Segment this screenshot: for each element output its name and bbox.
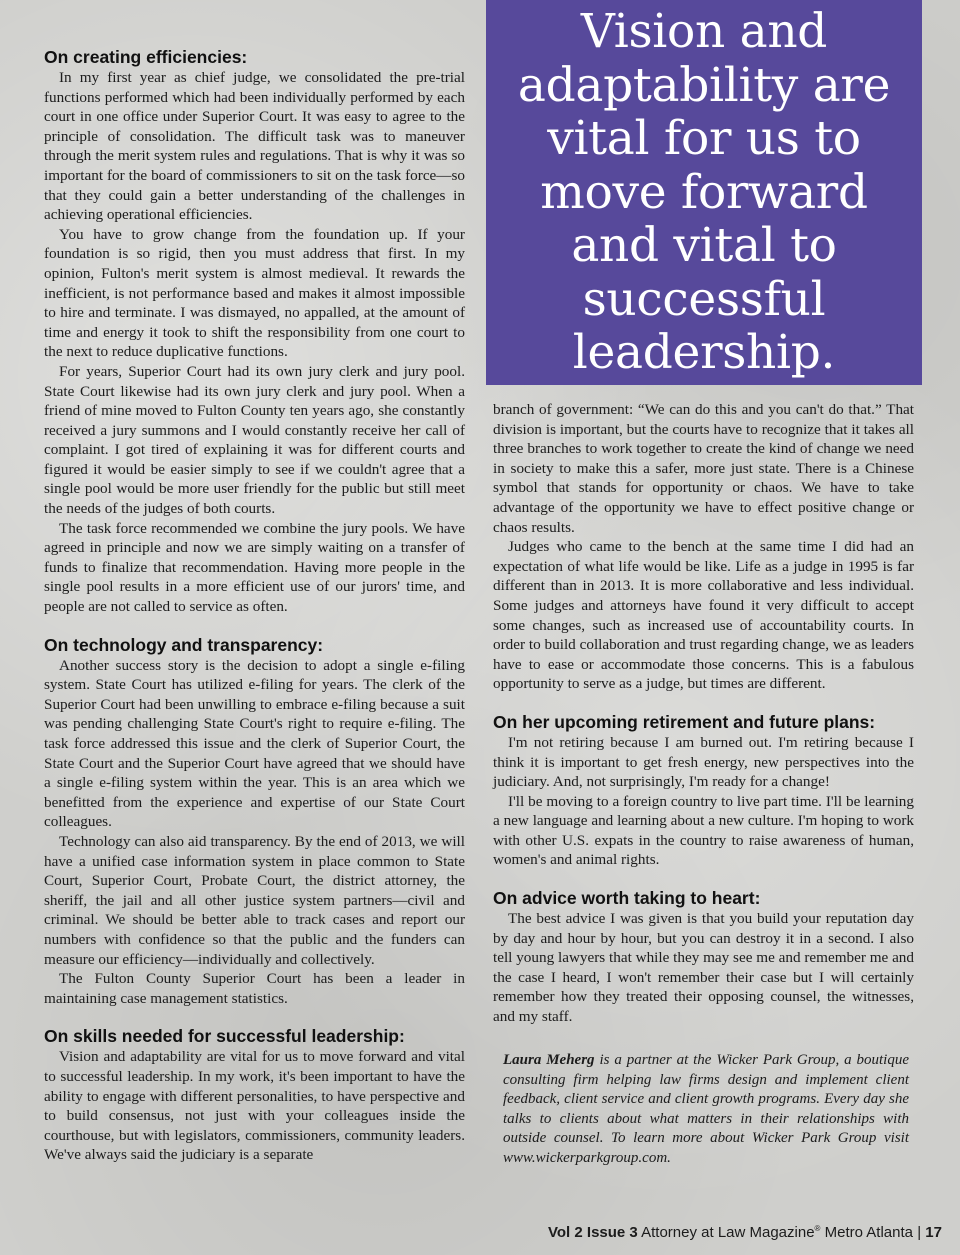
paragraph: The task force recommended we combine the jury pools. We have agreed in principle and now we are simply waiting on a transfer of funds to finalize that recommendation. Having more people in the single pool results in a more efficient use of our jurors' time, and people are not called to service as often. — [44, 519, 465, 616]
magazine-name: Attorney at Law Magazine — [641, 1224, 815, 1241]
section-heading-advice: On advice worth taking to heart: — [493, 888, 761, 909]
paragraph: In my first year as chief judge, we consolidated the pre-trial functions performed which had been individually performed by each court in one office under Superior Court. It was easy to agree to the principle of consolidation. The difficult task was to maneuver through the merit system rules and regulations. That is why it was so important for the board of commissioners to sit on the task force—so that they could gain a better understanding of the challenges in achieving operational efficiencies. — [44, 69, 465, 224]
pull-quote-box — [486, 0, 922, 385]
footer-separator: | — [917, 1224, 922, 1241]
section-heading-technology: On technology and transparency: — [44, 634, 324, 655]
paragraph: I'll be moving to a foreign country to live part time. I'll be learning a new language and learning about a new culture. I'm hoping to work with other U.S. expats in the country to raise awareness of human, women's and animal rights. — [493, 792, 914, 869]
paragraph: Another success story is the decision to adopt a single e-filing system. State Court has utilized e-filing for years. The clerk of the Superior Court had been unwilling to embrace e-filing because a suit was pending challenging State Court's right to require e-filing. The task force addressed this issue and the clerk of Superior Court, the State Court and the Superior Court have agreed that we should have a single e-filing system within the year. This is an area which we benefitted from the experience and expertise of our State Court colleagues. — [44, 656, 465, 831]
registered-mark: ® — [814, 1224, 821, 1233]
page-footer — [548, 1219, 942, 1243]
page-number: 17 — [925, 1224, 942, 1241]
issue-label: Vol 2 Issue 3 — [548, 1224, 638, 1241]
right-column — [493, 400, 914, 1027]
section-heading-leadership: On skills needed for successful leadership: — [44, 1026, 405, 1047]
paragraph: Vision and adaptability are vital for us to move forward and vital to successful leadership. In my work, it's been important to have the ability to engage with different personalities, to have perspective and to build consensus, not just with your colleagues inside the courthouse, but with legislators, commissioners, community leaders. We've always said the judiciary is a separate — [44, 1048, 465, 1164]
paragraph: branch of government: “We can do this and you can't do that.” That division is important, but the courts have to recognize that it takes all three branches to work together to create the kind of change we need in society to make this a safer, more just state. There is a Chinese symbol that stands for opportunity or chaos. We have to take advantage of the opportunity we have to effect positive change or chaos results. — [493, 401, 914, 536]
author-bio — [503, 1051, 909, 1169]
left-column — [44, 46, 465, 1165]
paragraph: Judges who came to the bench at the same time I did had an expectation of what life would be like. Life as a judge in 1995 is far different than in 2013. It is more collaborative and less individual. Some judges and attorneys have found it very difficult to accept some changes, such as increased use of accountability courts. In order to build collaboration and trust regarding change, we as leaders have to ease or accommodate those concerns. This is a fabulous opportunity to serve as a judge, but times are different. — [493, 538, 914, 693]
section-heading-retirement: On her upcoming retirement and future plans: — [493, 711, 876, 732]
paragraph: I'm not retiring because I am burned out. I'm retiring because I think it is important to get fresh energy, new perspectives into the judiciary. And, not surprisingly, I'm ready for a change! — [493, 733, 914, 791]
author-name: Laura Meherg — [503, 1052, 595, 1068]
pull-quote: Vision and adaptability are vital for us to move forward and vital to successful leadership. — [517, 4, 891, 381]
author-bio-text: is a partner at the Wicker Park Group, a boutique consulting firm helping law firms design and implement client feedback, client service and client growth programs. Every day she talks to clients about what matters in their relationships with outside counsel. To learn more about Wicker Park Group visit www.wickerparkgroup.com. — [503, 1052, 909, 1166]
paragraph: Technology can also aid transparency. By the end of 2013, we will have a unified case information system in place common to State Court, Superior Court, Probate Court, the district attorney, the sheriff, the jail and all other justice system partners—civil and criminal. We should be better able to track cases and report our numbers with confidence so that the public and the funders can measure our efficiency—individually and collectively. — [44, 832, 465, 968]
edition-name: Metro Atlanta — [824, 1224, 914, 1241]
paragraph: You have to grow change from the foundation up. If your foundation is so rigid, then you must address that first. In my opinion, Fulton's merit system is almost medieval. It rewards the inefficient, is not performance based and makes it almost impossible to hire and terminate. I was dismayed, no appalled, at the amount of time and energy it took to shift the responsibility from one court to the next to reduce duplicative functions. — [44, 225, 465, 361]
paragraph: The Fulton County Superior Court has been a leader in maintaining case management statistics. — [44, 970, 465, 1007]
paragraph: The best advice I was given is that you build your reputation day by day and hour by hour, but you can destroy it in a second. I also tell young lawyers that while they may see me and remember me and the case I heard, I won't remember their case but I will certainly remember how they treated their opposing counsel, the witnesses, and my staff. — [493, 910, 914, 1026]
paragraph: For years, Superior Court had its own jury clerk and jury pool. State Court likewise had its own jury clerk and jury pool. When a friend of mine moved to Fulton County ten years ago, she constantly received a jury summons and I would constantly receive her call of complaint. I got tired of explaining it was for different courts and figured it would be easier simply to see if we couldn't agree that a single pool would be more user friendly for the public but still meet the needs of the judges of both courts. — [44, 362, 465, 518]
section-heading-efficiencies: On creating efficiencies: — [44, 47, 248, 67]
